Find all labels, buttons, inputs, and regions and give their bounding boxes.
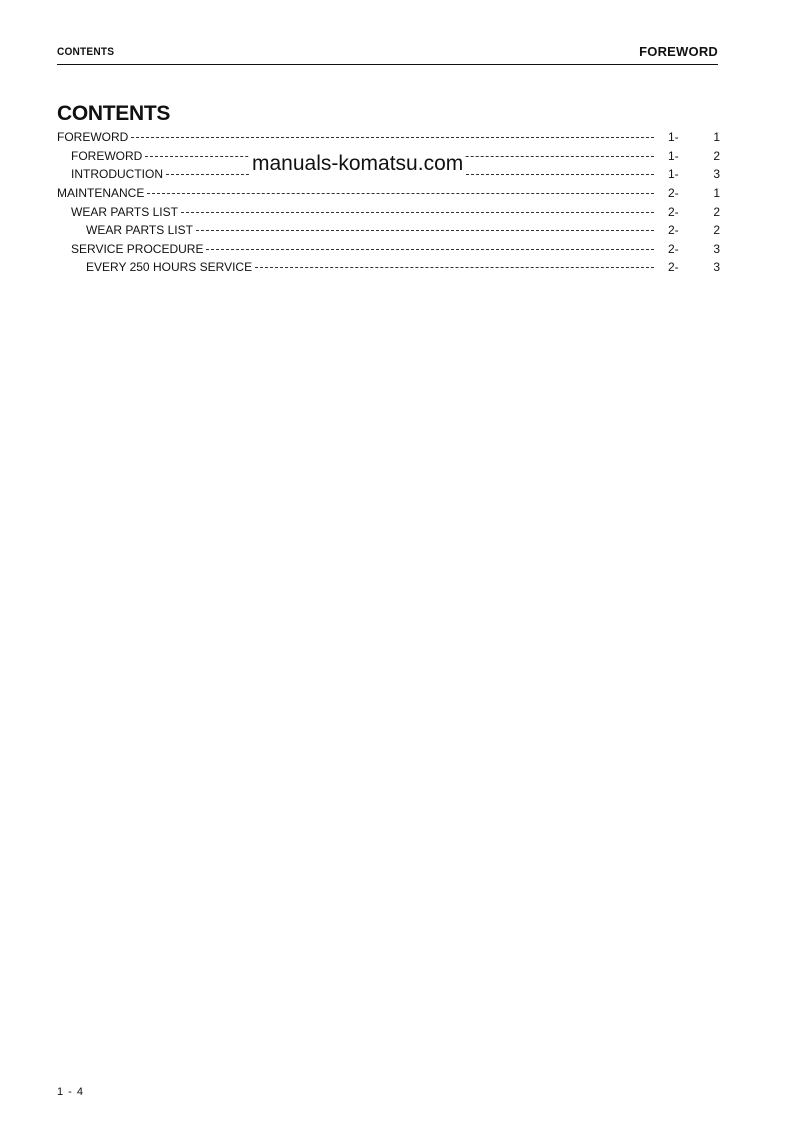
page-title: CONTENTS xyxy=(57,102,171,125)
toc-entry-label: WEAR PARTS LIST xyxy=(86,223,193,238)
toc-entry[interactable] xyxy=(57,258,720,277)
toc-entry[interactable] xyxy=(57,202,720,221)
toc-page-ref xyxy=(668,186,720,200)
toc-page-ref xyxy=(668,223,720,237)
toc-page-ref xyxy=(668,167,720,181)
toc-page-number: 2 xyxy=(713,148,720,163)
toc-page-ref xyxy=(668,205,720,219)
toc-page-number: 1 xyxy=(713,186,720,201)
toc-entry-label: EVERY 250 HOURS SERVICE xyxy=(86,260,253,275)
toc-entry-label: WEAR PARTS LIST xyxy=(71,204,178,219)
table-of-contents xyxy=(57,128,720,277)
toc-chapter-number: 2- xyxy=(668,241,679,256)
toc-page-ref xyxy=(668,149,720,163)
toc-page-number: 3 xyxy=(713,260,720,275)
toc-leader-dashes xyxy=(206,249,654,250)
toc-chapter-number: 2- xyxy=(668,204,679,219)
running-header-chapter: FOREWORD xyxy=(639,44,718,59)
toc-page-ref xyxy=(668,260,720,274)
toc-chapter-number: 1- xyxy=(668,148,679,163)
toc-leader-dashes xyxy=(181,212,654,213)
toc-page-number: 3 xyxy=(713,167,720,182)
toc-chapter-number: 1- xyxy=(668,130,679,145)
toc-leader-dashes xyxy=(255,267,654,268)
header-divider xyxy=(57,64,718,65)
toc-entry[interactable] xyxy=(57,184,720,203)
toc-entry-label: SERVICE PROCEDURE xyxy=(71,241,204,256)
toc-page-number: 3 xyxy=(713,241,720,256)
toc-entry-label: MAINTENANCE xyxy=(57,186,145,201)
toc-leader-dashes xyxy=(147,193,654,194)
running-header-section: CONTENTS xyxy=(57,46,115,58)
toc-page-number: 2 xyxy=(713,204,720,219)
toc-leader-dashes xyxy=(131,137,654,138)
toc-page-number: 2 xyxy=(713,223,720,238)
page-number-footer: 1 - 4 xyxy=(57,1086,85,1098)
toc-chapter-number: 1- xyxy=(668,167,679,182)
toc-page-ref xyxy=(668,242,720,256)
toc-entry-label: INTRODUCTION xyxy=(71,167,163,182)
toc-entry[interactable] xyxy=(57,128,720,147)
toc-page-ref xyxy=(668,130,720,144)
watermark-text: manuals-komatsu.com xyxy=(252,152,464,175)
toc-entry[interactable] xyxy=(57,240,720,259)
toc-leader-dashes xyxy=(196,230,654,231)
toc-chapter-number: 2- xyxy=(668,260,679,275)
toc-chapter-number: 2- xyxy=(668,223,679,238)
toc-page-number: 1 xyxy=(713,130,720,145)
toc-entry-label: FOREWORD xyxy=(57,130,129,145)
toc-chapter-number: 2- xyxy=(668,186,679,201)
toc-entry-label: FOREWORD xyxy=(71,148,143,163)
toc-entry[interactable] xyxy=(57,221,720,240)
